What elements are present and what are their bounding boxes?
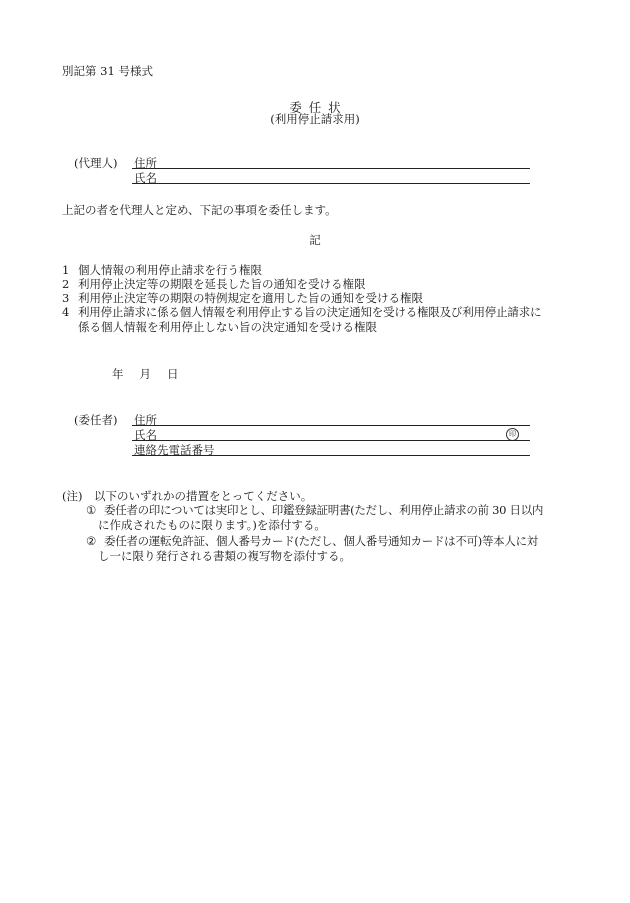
agent-address-line[interactable] bbox=[132, 168, 530, 169]
form-label: 別記第 31 号様式 bbox=[62, 64, 153, 78]
note-text: 委任者の運転免許証、個人番号カード(ただし、個人番号通知カードは不可)等本人に対 bbox=[104, 534, 538, 548]
principal-address-label: 住所 bbox=[134, 413, 157, 427]
principal-name-label: 氏名 bbox=[134, 428, 157, 442]
note-number: ② bbox=[86, 534, 97, 548]
agent-name-line[interactable] bbox=[132, 183, 530, 184]
date-line bbox=[112, 367, 179, 381]
item-number: 1 bbox=[62, 263, 70, 277]
principal-name-line[interactable] bbox=[132, 440, 530, 441]
note-text: 委任者の印については実印とし、印鑑登録証明書(ただし、利用停止請求の前 30 日以内 bbox=[104, 503, 544, 517]
item-continuation: 係る個人情報を利用停止しない旨の決定通知を受ける権限 bbox=[78, 320, 377, 334]
principal-phone-label: 連絡先電話番号 bbox=[134, 443, 215, 457]
item-text: 利用停止請求に係る個人情報を利用停止する旨の決定通知を受ける権限及び利用停止請求に bbox=[78, 305, 542, 319]
item-text: 個人情報の利用停止請求を行う権限 bbox=[78, 263, 262, 277]
page-title: 委任状 bbox=[289, 100, 348, 115]
principal-phone-line[interactable] bbox=[132, 455, 530, 456]
note-continuation: に作成されたものに限ります。)を添付する。 bbox=[98, 518, 326, 532]
list-item bbox=[62, 277, 366, 291]
item-number: 4 bbox=[62, 305, 70, 319]
seal-mark: 印 bbox=[506, 428, 519, 441]
agent-address-label: 住所 bbox=[134, 156, 157, 170]
principal-address-line[interactable] bbox=[132, 425, 530, 426]
ki-heading: 記 bbox=[309, 233, 321, 247]
list-item bbox=[62, 291, 423, 305]
item-number: 3 bbox=[62, 291, 70, 305]
page-subtitle: (利用停止請求用) bbox=[270, 112, 360, 126]
item-text: 利用停止決定等の期限の特例規定を適用した旨の通知を受ける権限 bbox=[78, 291, 423, 305]
note-continuation: し一に限り発行される書類の複写物を添付する。 bbox=[98, 549, 351, 563]
date-year-label: 年 bbox=[112, 367, 124, 381]
note-number: ① bbox=[86, 503, 97, 517]
list-item bbox=[62, 263, 262, 277]
list-item bbox=[62, 305, 541, 319]
item-number: 2 bbox=[62, 277, 70, 291]
agent-name-label: 氏名 bbox=[134, 171, 157, 185]
principal-label: (委任者) bbox=[74, 413, 118, 427]
date-day-label: 日 bbox=[167, 367, 179, 381]
intro-text: 上記の者を代理人と定め、下記の事項を委任します。 bbox=[62, 203, 337, 217]
agent-label: (代理人) bbox=[74, 156, 118, 170]
note-heading: (注) 以下のいずれかの措置をとってください。 bbox=[62, 489, 313, 503]
item-text: 利用停止決定等の期限を延長した旨の通知を受ける権限 bbox=[78, 277, 366, 291]
date-month-label: 月 bbox=[139, 367, 151, 381]
